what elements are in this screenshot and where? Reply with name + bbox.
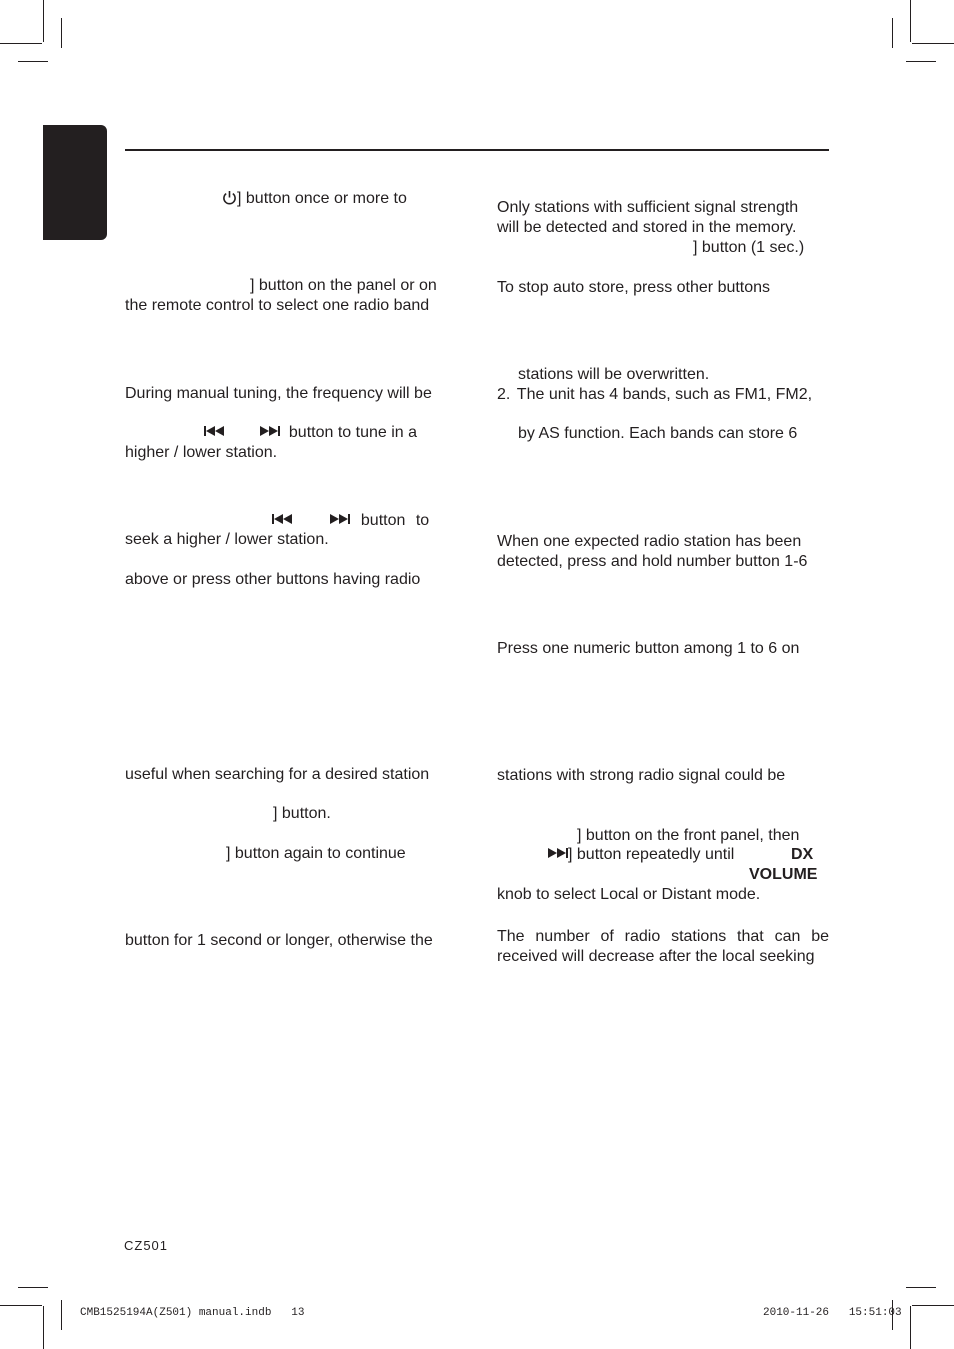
left-line: ] button on the panel or on bbox=[250, 277, 437, 294]
left-line: button for 1 second or longer, otherwise the bbox=[125, 932, 433, 949]
power-icon bbox=[222, 190, 237, 205]
crop-mark bbox=[892, 18, 893, 48]
right-line: received will decrease after the local seeking bbox=[497, 948, 815, 965]
crop-mark bbox=[43, 0, 44, 42]
volume-label: VOLUME bbox=[749, 866, 818, 883]
print-slug-file: CMB1525194A(Z501) manual.indb 13 bbox=[80, 1307, 305, 1319]
crop-mark bbox=[906, 1287, 936, 1288]
dx-label: DX bbox=[791, 846, 814, 863]
right-line: When one expected radio station has been bbox=[497, 533, 802, 550]
section-tab bbox=[43, 125, 107, 240]
crop-mark bbox=[18, 61, 48, 62]
left-line: ] button. bbox=[273, 805, 331, 822]
right-line: Only stations with sufficient signal strength bbox=[497, 199, 799, 216]
print-slug-date: 2010-11-26 15:51:03 bbox=[763, 1307, 902, 1319]
left-line: the remote control to select one radio band bbox=[125, 297, 430, 314]
left-line: above or press other buttons having radio bbox=[125, 571, 421, 588]
crop-mark bbox=[18, 1287, 48, 1288]
right-line: will be detected and stored in the memory. bbox=[497, 219, 797, 236]
right-line: detected, press and hold number button 1-6 bbox=[497, 553, 808, 570]
previous-track-icon bbox=[204, 425, 226, 437]
left-line-manual-tune: button to tune in a bbox=[204, 423, 417, 443]
left-line: higher / lower station. bbox=[125, 444, 278, 461]
right-line: by AS function. Each bands can store 6 bbox=[518, 425, 798, 442]
right-line-numbered: 2. The unit has 4 bands, such as FM1, FM2, bbox=[497, 386, 813, 403]
left-line: ] button again to continue bbox=[226, 845, 406, 862]
model-number: CZ501 bbox=[124, 1238, 169, 1253]
left-line-power: ] button once or more to bbox=[222, 189, 407, 209]
crop-mark bbox=[61, 1300, 62, 1330]
crop-mark bbox=[910, 1306, 911, 1349]
right-line: To stop auto store, press other buttons bbox=[497, 279, 771, 296]
right-line: ] button (1 sec.) bbox=[693, 239, 805, 256]
right-line: The number of radio stations that can be bbox=[497, 928, 829, 945]
left-line-auto-seek: button to bbox=[272, 511, 429, 531]
crop-mark bbox=[0, 43, 42, 44]
left-line: During manual tuning, the frequency will be bbox=[125, 385, 432, 402]
crop-mark bbox=[912, 1305, 954, 1306]
right-line: Press one numeric button among 1 to 6 on bbox=[497, 640, 800, 657]
previous-track-icon bbox=[272, 513, 294, 525]
next-track-icon bbox=[546, 847, 568, 859]
next-track-icon bbox=[328, 513, 350, 525]
right-line: knob to select Local or Distant mode. bbox=[497, 886, 761, 903]
crop-mark bbox=[43, 1306, 44, 1349]
next-track-icon bbox=[258, 425, 280, 437]
right-line: stations with strong radio signal could be bbox=[497, 767, 786, 784]
right-line: stations will be overwritten. bbox=[518, 366, 710, 383]
crop-mark bbox=[910, 0, 911, 42]
crop-mark bbox=[0, 1305, 42, 1306]
crop-mark bbox=[912, 43, 954, 44]
right-line-dx: ] button repeatedly until bbox=[546, 845, 734, 865]
left-line: seek a higher / lower station. bbox=[125, 531, 329, 548]
left-line: useful when searching for a desired station bbox=[125, 766, 430, 783]
header-rule bbox=[125, 149, 829, 151]
crop-mark bbox=[61, 18, 62, 48]
crop-mark bbox=[906, 61, 936, 62]
right-line: ] button on the front panel, then bbox=[577, 827, 800, 844]
